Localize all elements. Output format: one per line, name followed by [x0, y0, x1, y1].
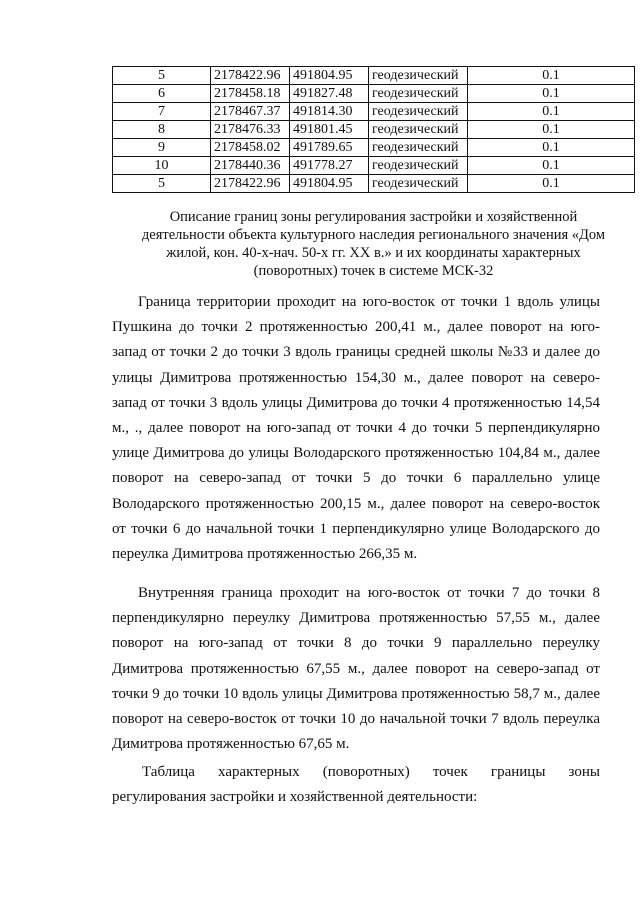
x-coordinate-cell: 2178476.33	[211, 121, 290, 139]
point-number-cell: 7	[113, 103, 211, 121]
y-coordinate-cell: 491801.45	[290, 121, 369, 139]
point-number-cell: 10	[113, 157, 211, 175]
method-cell: геодезический	[369, 85, 468, 103]
x-coordinate-cell: 2178458.02	[211, 139, 290, 157]
point-number-cell: 5	[113, 175, 211, 193]
precision-cell: 0.1	[468, 175, 635, 193]
table-row	[113, 139, 635, 157]
heading-line-3: жилой, кон. 40-х-нач. 50-х гг. XX в.» и их координаты характерных	[166, 245, 581, 261]
table-row	[113, 157, 635, 175]
point-number-cell: 6	[113, 85, 211, 103]
table-row	[113, 67, 635, 85]
y-coordinate-cell: 491814.30	[290, 103, 369, 121]
x-coordinate-cell: 2178440.36	[211, 157, 290, 175]
y-coordinate-cell: 491827.48	[290, 85, 369, 103]
method-cell: геодезический	[369, 103, 468, 121]
paragraph-inner-boundary: Внутренняя граница проходит на юго-восток от точки 7 до точки 8 перпендикулярно переулку Димитрова протяженностью 57,55 м., далее поворот на юго-запад от точки 8 до точки 9 параллельно переулку Димитрова протяженностью 67,55 м., далее поворот на северо-запад от точки 9 до точки 10 вдоль улицы Димитрова протяженностью 58,7 м., далее поворот на северо-восток от точки 10 до начальной точки 7 вдоль переулка Димитрова протяженностью 67,65 м.	[112, 585, 600, 753]
table-row	[113, 103, 635, 121]
precision-cell: 0.1	[468, 103, 635, 121]
x-coordinate-cell: 2178458.18	[211, 85, 290, 103]
heading-line-1: Описание границ зоны регулирования застройки и хозяйственной	[169, 209, 578, 225]
table-row	[113, 121, 635, 139]
method-cell: геодезический	[369, 175, 468, 193]
x-coordinate-cell: 2178422.96	[211, 67, 290, 85]
y-coordinate-cell: 491804.95	[290, 175, 369, 193]
y-coordinate-cell: 491778.27	[290, 157, 369, 175]
method-cell: геодезический	[369, 121, 468, 139]
precision-cell: 0.1	[468, 139, 635, 157]
coordinates-table-body	[113, 67, 635, 193]
precision-cell: 0.1	[468, 121, 635, 139]
precision-cell: 0.1	[468, 67, 635, 85]
heading-line-2: деятельности объекта культурного наследия регионального значения «Дом	[141, 227, 606, 243]
point-number-cell: 8	[113, 121, 211, 139]
y-coordinate-cell: 491804.95	[290, 67, 369, 85]
section-heading	[112, 208, 635, 280]
method-cell: геодезический	[369, 157, 468, 175]
paragraph-table-caption: Таблица характерных (поворотных) точек границы зоны регулирования застройки и хозяйственной деятельности:	[112, 764, 600, 806]
coordinates-table	[112, 66, 635, 193]
precision-cell: 0.1	[468, 85, 635, 103]
table-row	[113, 85, 635, 103]
paragraph-outer-boundary: Граница территории проходит на юго-восток от точки 1 вдоль улицы Пушкина до точки 2 протяженностью 200,41 м., далее поворот на юго-запад от точки 2 до точки 3 вдоль границы средней школы №33 и далее до улицы Димитрова протяженностью 154,30 м., далее поворот на северо-запад от точки 3 вдоль улицы Димитрова до точки 4 протяженностью 14,54 м., ., далее поворот на юго-запад от точки 4 до точки 5 перпендикулярно улице Димитрова до улицы Володарского протяженностью 104,84 м., далее поворот на северо-запад от точки 5 до точки 6 параллельно улице Володарского протяженностью 200,15 м., далее поворот на северо-восток от точки 6 до начальной точки 1 перпендикулярно улице Володарского до переулка Димитрова протяженностью 266,35 м.	[112, 294, 600, 563]
x-coordinate-cell: 2178422.96	[211, 175, 290, 193]
method-cell: геодезический	[369, 67, 468, 85]
x-coordinate-cell: 2178467.37	[211, 103, 290, 121]
heading-line-4: (поворотных) точек в системе МСК-32	[253, 263, 494, 279]
y-coordinate-cell: 491789.65	[290, 139, 369, 157]
point-number-cell: 9	[113, 139, 211, 157]
method-cell: геодезический	[369, 139, 468, 157]
table-row	[113, 175, 635, 193]
point-number-cell: 5	[113, 67, 211, 85]
precision-cell: 0.1	[468, 157, 635, 175]
